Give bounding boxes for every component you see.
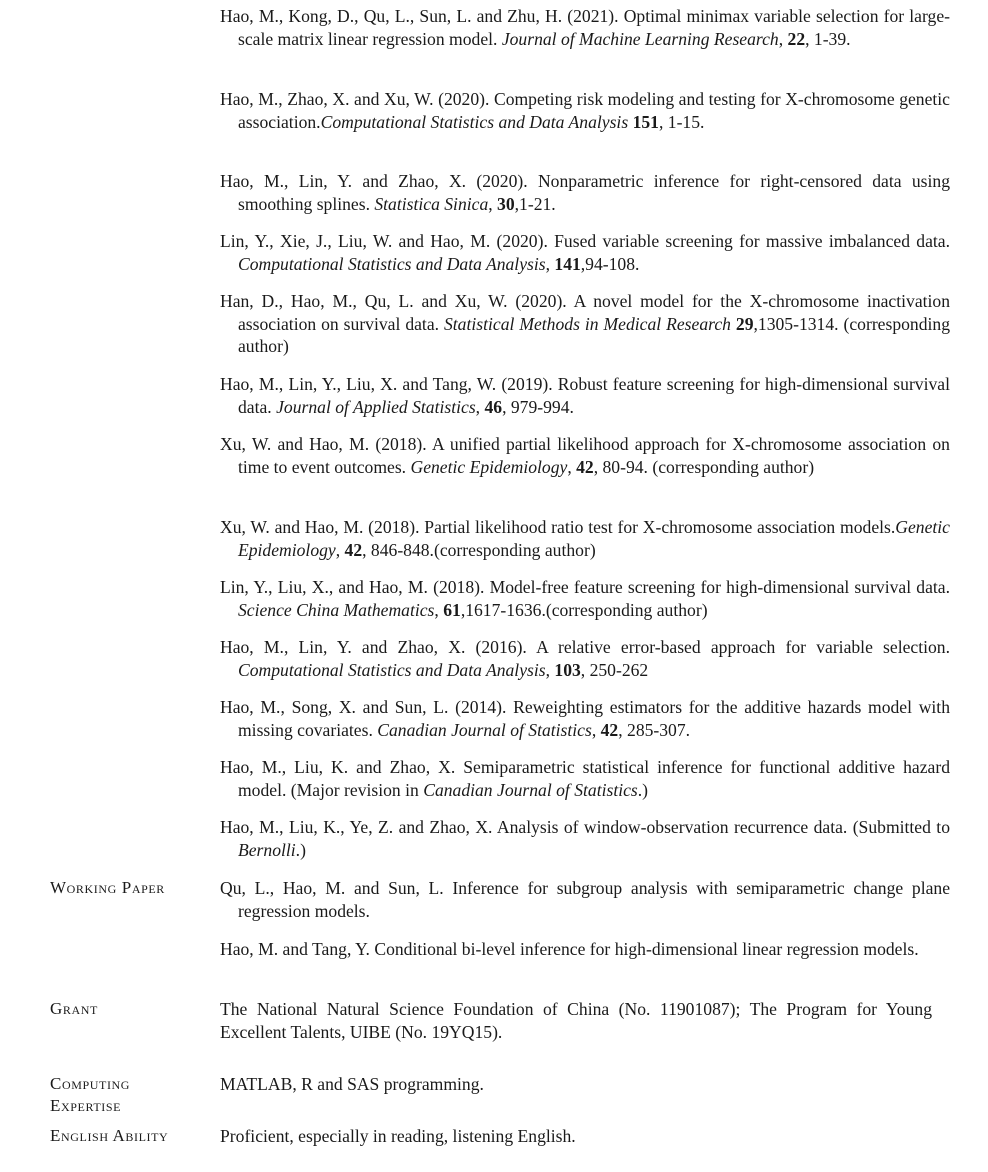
grant-text: The National Natural Science Foundation of China (No. 11901087); The Program for Young Excellent Talents, UIBE (No. 19YQ15). (220, 999, 932, 1042)
publication-entry: Hao, M., Kong, D., Qu, L., Sun, L. and Zhu, H. (2021). Optimal minimax variable selection for large-scale matrix linear regression model. Journal of Machine Learning Research, 22, 1-39. (220, 6, 950, 49)
journal-volume: 46 (484, 396, 503, 417)
journal-volume: 61 (443, 599, 461, 620)
journal-volume: 42 (600, 719, 619, 740)
journal-name: Bernolli (238, 839, 296, 860)
journal-name: Journal of Applied Statistics (276, 396, 476, 417)
working-paper-entry: Hao, M. and Tang, Y. Conditional bi-level inference for high-dimensional linear regression models. (220, 939, 919, 959)
section-label-line: Computing (50, 1074, 131, 1093)
journal-name: Statistica Sinica (374, 193, 489, 214)
journal-name: Genetic Epidemiology (238, 517, 950, 560)
publication-entry: Hao, M., Lin, Y., Liu, X. and Tang, W. (2019). Robust feature screening for high-dimensional survival data. Journal of Applied Statistics, 46, 979-994. (220, 374, 950, 417)
publication-entry: Xu, W. and Hao, M. (2018). Partial likelihood ratio test for X-chromosome association models.Genetic Epidemiology, 42, 846-848.(corresponding author) (220, 517, 950, 560)
journal-name: Journal of Machine Learning Research (501, 28, 779, 49)
section-label-computing-expertise (50, 1073, 215, 1117)
submitted-entry: Hao, M., Liu, K. and Zhao, X. Semiparametric statistical inference for functional additive hazard model. (Major revision in Canadian Journal of Statistics.) (220, 757, 950, 800)
journal-volume: 42 (576, 456, 594, 477)
publication-entry: Hao, M., Lin, Y. and Zhao, X. (2020). Nonparametric inference for right-censored data using smoothing splines. Statistica Sinica, 30,1-21. (220, 171, 950, 214)
working-paper-entry: Qu, L., Hao, M. and Sun, L. Inference for subgroup analysis with semiparametric change plane regression models. (220, 878, 950, 921)
journal-volume: 151 (632, 111, 659, 132)
journal-name: Computational Statistics and Data Analysis (238, 253, 546, 274)
journal-name: Canadian Journal of Statistics (377, 719, 592, 740)
journal-name: Science China Mathematics (238, 599, 435, 620)
publication-entry: Hao, M., Song, X. and Sun, L. (2014). Reweighting estimators for the additive hazards model with missing covariates. Canadian Journal of Statistics, 42, 285-307. (220, 697, 950, 740)
publication-entry: Han, D., Hao, M., Qu, L. and Xu, W. (2020). A novel model for the X-chromosome inactivation association on survival data. Statistical Methods in Medical Research 29,1305-1314. (corresponding author) (220, 291, 951, 357)
journal-name: Computational Statistics and Data Analysis (320, 111, 629, 132)
section-label-english-ability: English Ability (50, 1126, 169, 1145)
computing-text: MATLAB, R and SAS programming. (220, 1074, 484, 1094)
section-label-working-paper: Working Paper (50, 878, 165, 897)
publication-entry: Hao, M., Lin, Y. and Zhao, X. (2016). A relative error-based approach for variable selection. Computational Statistics and Data Analysis, 103, 250-262 (220, 637, 950, 680)
journal-name: Computational Statistics and Data Analysis (238, 659, 546, 680)
journal-volume: 22 (787, 28, 806, 49)
publication-entry: Lin, Y., Liu, X., and Hao, M. (2018). Model-free feature screening for high-dimensional survival data. Science China Mathematics, 61,1617-1636.(corresponding author) (220, 577, 950, 620)
journal-volume: 30 (497, 193, 515, 214)
journal-name: Genetic Epidemiology (410, 456, 568, 477)
journal-volume: 141 (554, 253, 581, 274)
section-label-line: Expertise (50, 1096, 122, 1115)
journal-name: Statistical Methods in Medical Research (444, 313, 731, 334)
journal-volume: 29 (735, 313, 754, 334)
submitted-entry: Hao, M., Liu, K., Ye, Z. and Zhao, X. Analysis of window-observation recurrence data. (Submitted to Bernolli.) (220, 817, 950, 860)
publication-entry: Xu, W. and Hao, M. (2018). A unified partial likelihood approach for X-chromosome association on time to event outcomes. Genetic Epidemiology, 42, 80-94. (corresponding author) (220, 434, 950, 477)
journal-name: Canadian Journal of Statistics (423, 779, 638, 800)
journal-volume: 103 (554, 659, 581, 680)
english-text: Proficient, especially in reading, listening English. (220, 1126, 576, 1146)
publication-entry: Hao, M., Zhao, X. and Xu, W. (2020). Competing risk modeling and testing for X-chromosome genetic association.Computational Statistics and Data Analysis 151, 1-15. (220, 89, 950, 132)
publication-entry: Lin, Y., Xie, J., Liu, W. and Hao, M. (2020). Fused variable screening for massive imbalanced data. Computational Statistics and Data Analysis, 141,94-108. (220, 231, 950, 274)
journal-volume: 42 (344, 539, 363, 560)
section-label-grant: Grant (50, 999, 98, 1018)
